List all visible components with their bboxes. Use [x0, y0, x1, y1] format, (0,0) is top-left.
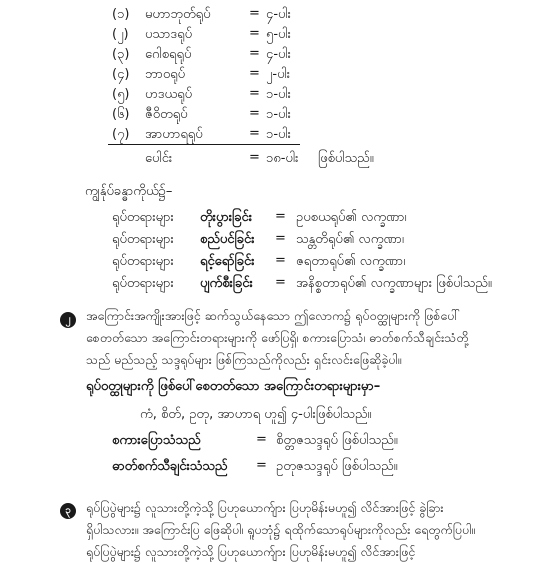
row-value: ၄-ပါး [266, 7, 291, 22]
row-value: ၁-ပါး [266, 127, 291, 142]
row-name: ပသာဒရုပ် [145, 27, 192, 42]
summary-term: တိုးပွားခြင်း [200, 210, 253, 225]
row-number: (၁) [112, 7, 130, 22]
summary-equals: = [275, 231, 286, 246]
causes-line: ကံ, စိတ်, ဥတု, အာဟာရ ဟူ၍ ၄-ပါးဖြစ်ပါသည်။ [140, 407, 372, 422]
answer-value: စိတ္တဇသဒ္ဒရုပ် ဖြစ်ပါသည်။ [276, 433, 398, 448]
answer-value: ဥတုဇသဒ္ဒရုပ် ဖြစ်ပါသည်။ [276, 459, 398, 474]
row-name: မဟာဘုတ်ရုပ် [145, 7, 211, 22]
summary-definition: သန္တတိရုပ်၏ လက္ခဏာ၊ [296, 232, 404, 247]
row-name: အာဟာရရုပ် [145, 127, 203, 142]
row-value: ၁-ပါး [266, 107, 291, 122]
summary-definition: အနိစ္စတာရုပ်၏ လက္ခဏာများ ဖြစ်ပါသည်။ [296, 276, 492, 291]
summary-subject: ရုပ်တရားများ [112, 254, 174, 269]
answer-label: စကားပြောသံသည် [112, 433, 201, 448]
summary-term: စည်ပင်ခြင်း [200, 232, 255, 247]
row-number: (၂) [112, 27, 129, 42]
summary-equals: = [275, 209, 286, 224]
summary-term: ရင့်ရော်ခြင်း [200, 254, 255, 269]
question-number-badge: ၃ [60, 503, 76, 519]
summary-subject: ရုပ်တရားများ [112, 276, 174, 291]
row-equals: = [249, 26, 260, 41]
answer-subheading: ရုပ်ဝတ္ထုများကို ဖြစ်ပေါ်စေတတ်သော အကြောင်းတရားများမှာ– [86, 379, 381, 394]
answer-equals: = [256, 458, 267, 473]
question-text-line: သည် မည်သည့် သဒ္ဒရုပ်များ ဖြစ်ကြသည်ကိုလည်း ရှင်းလင်းဖြေဆိုခဲ့ပါ။ [86, 352, 402, 367]
row-number: (၅) [112, 87, 130, 102]
row-value: ၅-ပါး [266, 27, 291, 42]
answer-equals: = [256, 432, 267, 447]
row-equals: = [249, 106, 260, 121]
row-equals: = [249, 66, 260, 81]
question-text-line: ရုပ်ပြပွဲများ၌ လူသားတို့ကဲ့သို့ ပြဟုယောက်ျား ပြဟုမိန်းမဟူ၍ လိင်အားဖြင့် ခွဲခြား [86, 500, 444, 515]
row-number: (၄) [112, 67, 130, 82]
summary-definition: ဇရတာရုပ်၏ လက္ခဏာ၊ [296, 254, 406, 269]
row-number: (၃) [112, 47, 130, 62]
total-rule [108, 144, 300, 145]
total-value: ၁၈-ပါး [266, 151, 299, 166]
answer-label: ဓာတ်စက်သီချင်းသံသည် [112, 459, 228, 474]
summary-term: ပျက်စီးခြင်း [200, 276, 253, 291]
row-value: ၄-ပါး [266, 47, 291, 62]
question-text-line: ရှိပါသလား။ အကြောင်းပြ ဖြေဆိုပါ၊ ရူပဘုံ၌ ရထိုက်သောရုပ်များကိုလည်း ရေတွက်ပြပါ။ [86, 522, 476, 537]
summary-subject: ရုပ်တရားများ [112, 210, 174, 225]
row-value: ၂-ပါး [266, 67, 291, 82]
row-number: (၇) [112, 127, 130, 142]
summary-equals: = [275, 253, 286, 268]
row-equals: = [249, 46, 260, 61]
row-name: ဇီဝိတရုပ် [145, 107, 188, 122]
row-value: ၁-ပါး [266, 87, 291, 102]
question-text-line: ရုပ်ပြပွဲများ၌ လူသားတို့ကဲ့သို့ ပြဟုယောက်ျား ပြဟုမိန်းမဟူ၍ လိင်အားဖြင့် [86, 544, 416, 559]
row-equals: = [249, 86, 260, 101]
row-name: ဟဒယရုပ် [145, 87, 192, 102]
summary-equals: = [275, 275, 286, 290]
total-label: ပေါင်း [145, 151, 173, 166]
total-equals: = [249, 150, 260, 165]
row-equals: = [249, 6, 260, 21]
summary-heading: ကျွန်ုပ်ခန္ဓာကိုယ်၌– [85, 184, 173, 199]
question-text-line: စေတတ်သော အကြောင်းတရားများကို ဖော်ပြရှိ၊ စကားပြောသံ၊ ဓာတ်စက်သီချင်းသံတို့ [86, 330, 469, 345]
row-name: ဘာဝရုပ် [145, 67, 186, 82]
summary-subject: ရုပ်တရားများ [112, 232, 174, 247]
question-number-badge: ၂ [60, 312, 76, 328]
summary-definition: ဥပစယရုပ်၏ လက္ခဏာ၊ [296, 210, 407, 225]
question-text-line: အကြောင်းအကျိုးအားဖြင့် ဆက်သွယ်နေသော ဤလောက၌ ရုပ်ဝတ္ထုများကို ဖြစ်ပေါ် [86, 308, 460, 323]
row-name: ဂေါစရရုပ် [145, 47, 192, 62]
row-number: (၆) [112, 107, 130, 122]
row-equals: = [249, 126, 260, 141]
total-suffix: ဖြစ်ပါသည်။ [318, 151, 374, 166]
